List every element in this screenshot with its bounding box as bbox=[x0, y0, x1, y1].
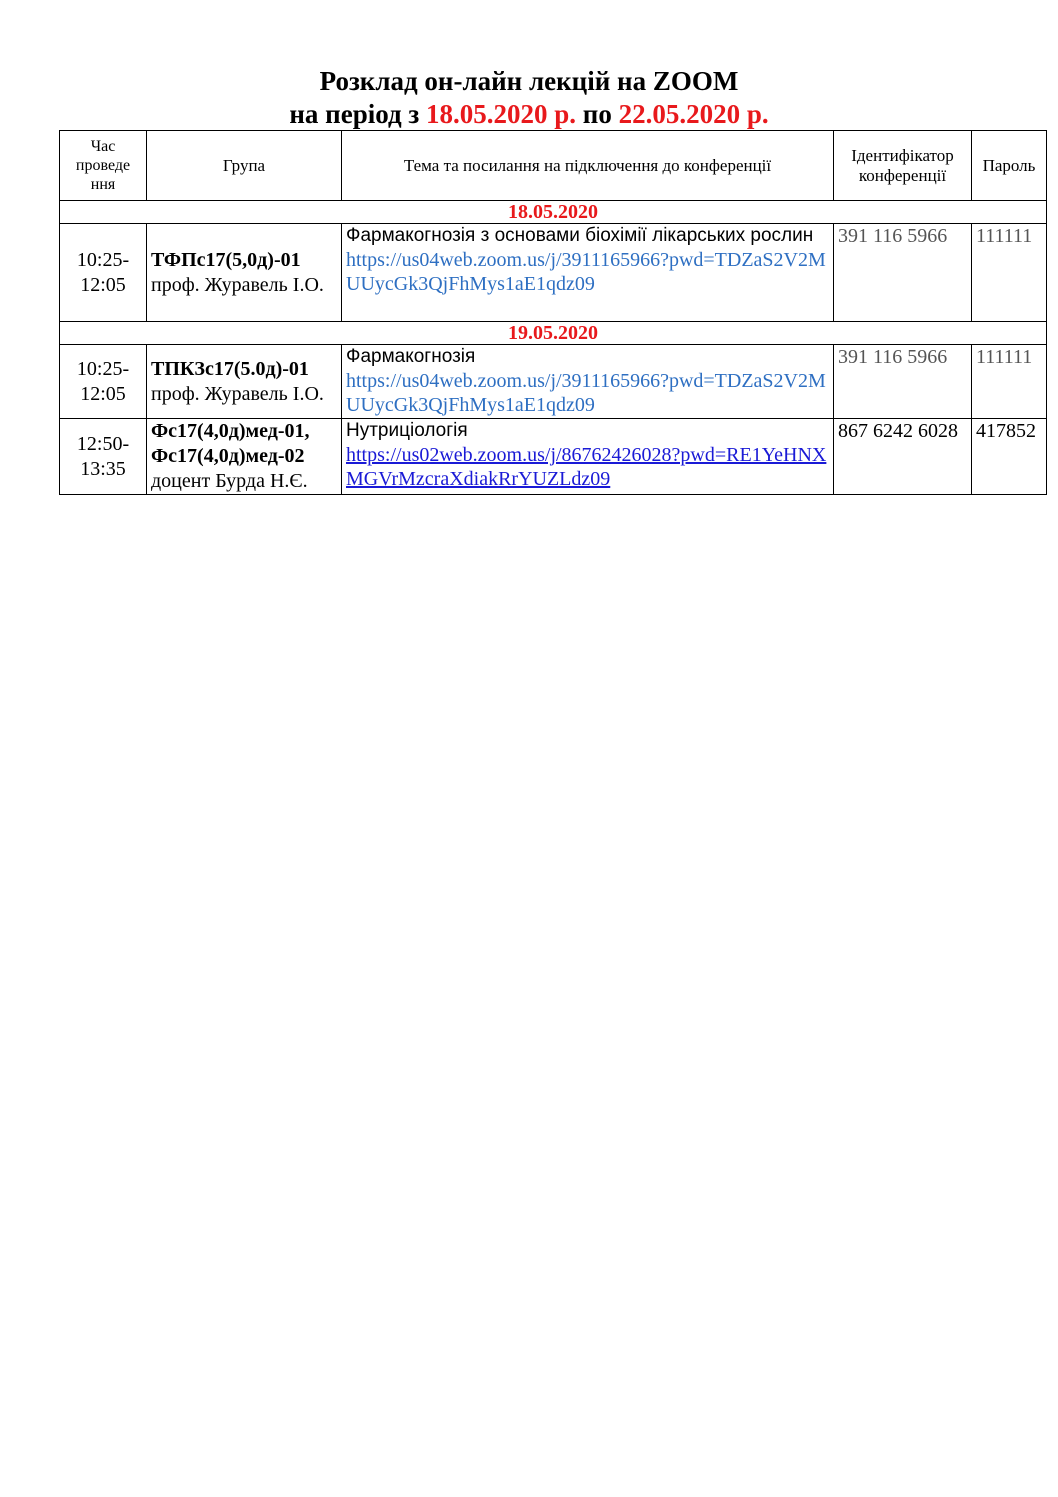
header-topic: Тема та посилання на підключення до конференції bbox=[342, 131, 834, 201]
group-cell bbox=[147, 224, 342, 322]
teacher-name: доцент Бурда Н.Є. bbox=[151, 470, 308, 492]
time-cell: 10:25- 12:05 bbox=[60, 345, 147, 419]
subject-name: Фармакогнозія з основами біохімії лікарських рослин bbox=[346, 225, 814, 246]
zoom-link[interactable]: https://us04web.zoom.us/j/3911165966?pwd=TDZaS2V2MUUycGk3QjFhMys1aE1qdz09 bbox=[346, 249, 826, 295]
time-cell: 10:25- 12:05 bbox=[60, 224, 147, 322]
group-name-2: Фс17(4,0д)мед-02 bbox=[151, 445, 305, 467]
page-title: Розклад он-лайн лекцій на ZOOM bbox=[319, 66, 739, 96]
group-name: ТПКЗс17(5.0д)-01 bbox=[151, 357, 309, 380]
header-group: Група bbox=[147, 131, 342, 201]
conf-id-cell: 867 6242 6028 bbox=[834, 419, 972, 495]
period-date-from: 18.05.2020 р. bbox=[425, 99, 577, 129]
table-header-row bbox=[60, 131, 1047, 201]
group-cell bbox=[147, 419, 342, 495]
conf-id-cell: 391 116 5966 bbox=[834, 224, 972, 322]
date-row bbox=[60, 201, 1047, 224]
password-cell: 417852 bbox=[972, 419, 1047, 495]
conf-id-cell: 391 116 5966 bbox=[834, 345, 972, 419]
topic-cell bbox=[342, 419, 834, 495]
subject-name: Нутриціологія bbox=[346, 420, 468, 441]
time-cell: 12:50- 13:35 bbox=[60, 419, 147, 495]
topic-cell bbox=[342, 224, 834, 322]
table-row bbox=[60, 224, 1047, 322]
zoom-link[interactable]: https://us02web.zoom.us/j/86762426028?pwd=RE1YeHNXMGVrMzcraXdiakRrYUZLdz09 bbox=[346, 444, 827, 490]
table-row bbox=[60, 419, 1047, 495]
header-password: Пароль bbox=[972, 131, 1047, 201]
schedule-table bbox=[59, 130, 1047, 495]
password-cell: 111111 bbox=[972, 224, 1047, 322]
teacher-name: проф. Журавель І.О. bbox=[151, 382, 324, 405]
topic-cell bbox=[342, 345, 834, 419]
group-cell bbox=[147, 345, 342, 419]
period-date-to: 22.05.2020 р. bbox=[618, 99, 769, 129]
group-name: ТФПс17(5,0д)-01 bbox=[151, 248, 301, 271]
period-prefix: на період з bbox=[289, 99, 420, 129]
date-row bbox=[60, 322, 1047, 345]
password-cell: 111111 bbox=[972, 345, 1047, 419]
period-line bbox=[0, 99, 1058, 129]
table-row bbox=[60, 345, 1047, 419]
teacher-name: проф. Журавель І.О. bbox=[151, 273, 324, 296]
date-cell: 18.05.2020 bbox=[60, 201, 1047, 224]
header-conf-id: Ідентифікатор конференції bbox=[834, 131, 972, 201]
group-name: Фс17(4,0д)мед-01, bbox=[151, 420, 310, 442]
zoom-link[interactable]: https://us04web.zoom.us/j/3911165966?pwd=TDZaS2V2MUUycGk3QjFhMys1aE1qdz09 bbox=[346, 370, 826, 416]
subject-name: Фармакогнозія bbox=[346, 346, 476, 367]
header-time: Час проведе ння bbox=[60, 131, 147, 201]
period-mid: по bbox=[582, 99, 612, 129]
date-cell: 19.05.2020 bbox=[60, 322, 1047, 345]
